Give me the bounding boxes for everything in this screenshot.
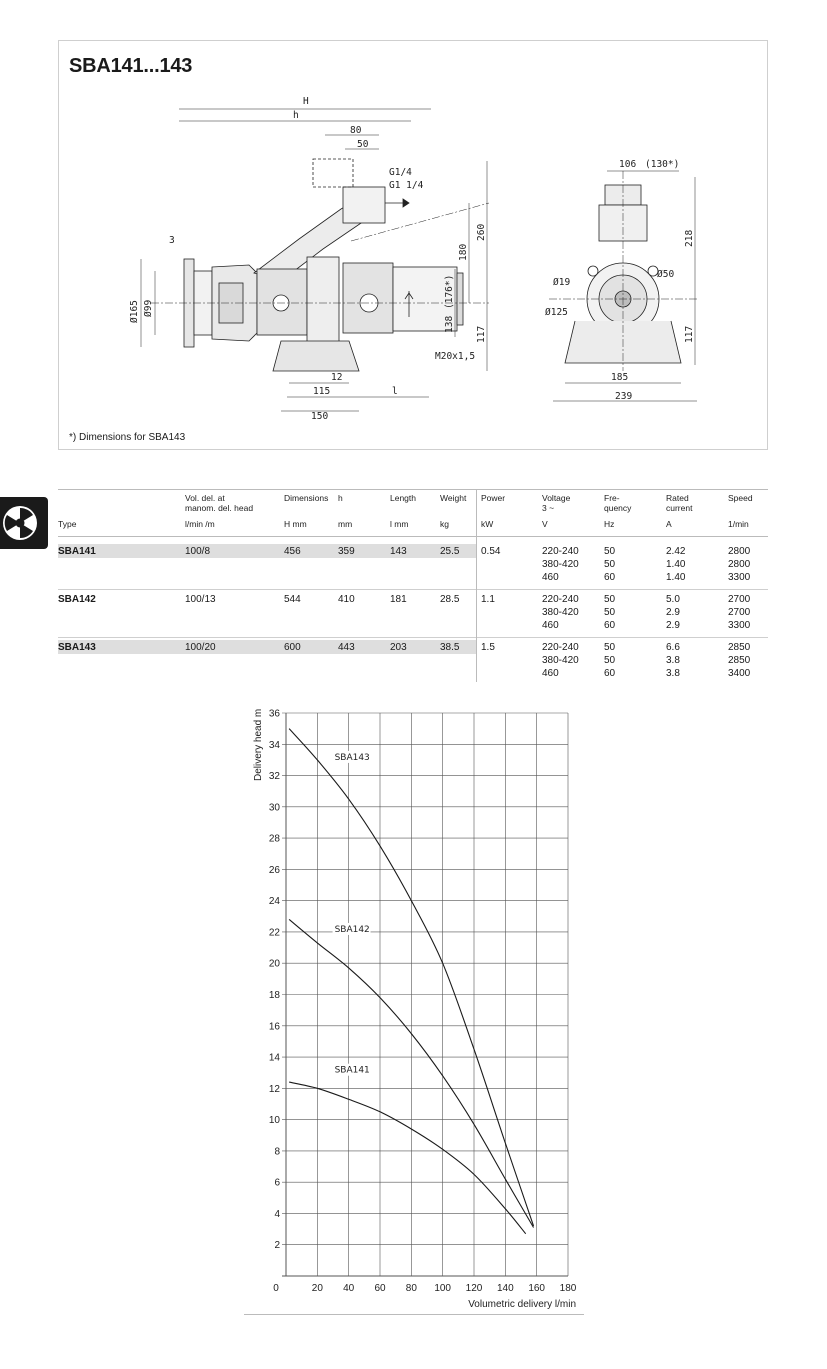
row1-freq-a: 50 xyxy=(604,546,616,557)
row1-voltage-b: 380-420 xyxy=(542,559,579,570)
header-speed-unit: 1/min xyxy=(728,519,749,529)
row1-freq-b: 50 xyxy=(604,559,616,570)
row2-freq-c: 60 xyxy=(604,620,616,631)
row2-voltage-b: 380-420 xyxy=(542,607,579,618)
x-tick-160: 160 xyxy=(528,1283,546,1294)
row3-freq-a: 50 xyxy=(604,642,616,653)
x-tick-20: 20 xyxy=(311,1283,323,1294)
y-tick-34: 34 xyxy=(268,739,280,751)
header-type: Type xyxy=(58,519,77,529)
header-weight-unit: kg xyxy=(440,519,449,529)
row3-speed-c: 3400 xyxy=(728,668,751,679)
dim-g14: G1/4 xyxy=(389,167,412,178)
dim-m20: M20x1,5 xyxy=(435,351,476,362)
row3-voltage-c: 460 xyxy=(542,668,559,679)
row3-length: 203 xyxy=(390,642,407,653)
row3-weight: 38.5 xyxy=(440,642,460,653)
dim-117: 117 xyxy=(476,325,487,343)
row2-speed-a: 2700 xyxy=(728,594,751,605)
row3-current-b: 3.8 xyxy=(666,655,680,666)
y-tick-36: 36 xyxy=(268,708,280,720)
x-tick-140: 140 xyxy=(496,1283,514,1294)
row1-current-b: 1.40 xyxy=(666,559,686,570)
row-separator-2 xyxy=(58,637,768,638)
row2-power: 1.1 xyxy=(481,594,495,605)
row2-freq-b: 50 xyxy=(604,607,616,618)
y-tick-22: 22 xyxy=(268,927,280,939)
dim-176: (176*) xyxy=(444,274,455,309)
row1-speed-c: 3300 xyxy=(728,572,751,583)
row2-weight: 28.5 xyxy=(440,594,460,605)
row3-speed-a: 2850 xyxy=(728,642,751,653)
x-tick-120: 120 xyxy=(465,1283,483,1294)
y-tick-10: 10 xyxy=(268,1115,280,1127)
header-power: Power xyxy=(481,493,506,503)
row2-speed-c: 3300 xyxy=(728,620,751,631)
row-band-sba143 xyxy=(58,640,476,654)
dim-80: 80 xyxy=(350,125,362,136)
performance-chart xyxy=(244,705,584,1315)
dim-117b: 117 xyxy=(684,325,695,343)
header-voldel-1: Vol. del. at xyxy=(185,493,225,503)
row-separator-1 xyxy=(58,589,768,590)
dim-l: l xyxy=(392,386,398,397)
header-voldel-2: manom. del. head xyxy=(185,503,254,513)
header-current-2: current xyxy=(666,503,693,513)
dim-260: 260 xyxy=(476,223,487,241)
row3-voldel: 100/20 xyxy=(185,642,216,653)
header-voltage: Voltage xyxy=(542,493,571,503)
row1-speed-b: 2800 xyxy=(728,559,751,570)
dim-99: Ø99 xyxy=(143,299,154,317)
header-speed: Speed xyxy=(728,493,753,503)
row3-H: 600 xyxy=(284,642,301,653)
row3-h: 443 xyxy=(338,642,355,653)
row2-voldel: 100/13 xyxy=(185,594,216,605)
dim-138: 138 xyxy=(444,315,455,333)
row1-freq-c: 60 xyxy=(604,572,616,583)
row1-H: 456 xyxy=(284,546,301,557)
row3-voltage-b: 380-420 xyxy=(542,655,579,666)
row2-H: 544 xyxy=(284,594,301,605)
dim-19: Ø19 xyxy=(553,277,571,288)
dim-185: 185 xyxy=(611,372,629,383)
y-tick-4: 4 xyxy=(274,1208,280,1220)
x-tick-60: 60 xyxy=(374,1283,386,1294)
header-frequency-1: Fre- xyxy=(604,493,620,503)
header-weight: Weight xyxy=(440,493,467,503)
row2-current-b: 2.9 xyxy=(666,607,680,618)
x-axis-label: Volumetric delivery l/min xyxy=(468,1299,576,1310)
row1-current-a: 2.42 xyxy=(666,546,686,557)
row3-power: 1.5 xyxy=(481,642,495,653)
row-band-sba141 xyxy=(58,544,476,558)
dim-115: 115 xyxy=(313,386,331,397)
chart-ticks xyxy=(269,709,577,1295)
row1-length: 143 xyxy=(390,546,407,557)
dim-150: 150 xyxy=(311,411,329,422)
y-tick-14: 14 xyxy=(268,1052,280,1064)
row2-type: SBA142 xyxy=(58,594,96,605)
header-frequency-2: quency xyxy=(604,503,632,513)
chart-grid xyxy=(282,713,568,1276)
row1-voltage-a: 220-240 xyxy=(542,546,579,557)
dim-106: 106 xyxy=(619,159,637,170)
row2-current-a: 5.0 xyxy=(666,594,680,605)
drawing-title: SBA141...143 xyxy=(69,55,193,77)
row2-current-c: 2.9 xyxy=(666,620,680,631)
y-tick-30: 30 xyxy=(268,802,280,814)
row1-speed-a: 2800 xyxy=(728,546,751,557)
row1-current-c: 1.40 xyxy=(666,572,686,583)
row2-speed-b: 2700 xyxy=(728,607,751,618)
header-h: h xyxy=(338,493,343,503)
y-tick-12: 12 xyxy=(268,1083,280,1095)
dim-50b: Ø50 xyxy=(657,269,675,280)
row3-type: SBA143 xyxy=(58,642,96,653)
header-length-unit: l mm xyxy=(390,519,409,529)
fan-icon xyxy=(0,497,48,549)
y-tick-2: 2 xyxy=(274,1240,280,1252)
y-tick-26: 26 xyxy=(268,864,280,876)
fan-section-tab xyxy=(0,497,48,549)
drawing-frame xyxy=(58,40,768,450)
row2-freq-a: 50 xyxy=(604,594,616,605)
series-label-sba142: SBA142 xyxy=(334,924,370,935)
x-tick-100: 100 xyxy=(434,1283,452,1294)
series-label-sba141: SBA141 xyxy=(334,1065,370,1076)
dim-165: Ø165 xyxy=(129,300,140,323)
row1-power: 0.54 xyxy=(481,546,501,557)
dim-180: 180 xyxy=(458,243,469,261)
dim-130: (130*) xyxy=(645,159,680,170)
row2-voltage-a: 220-240 xyxy=(542,594,579,605)
y-axis-label: Delivery head m xyxy=(253,708,264,781)
y-tick-6: 6 xyxy=(274,1177,280,1189)
dim-239: 239 xyxy=(615,391,633,402)
x-tick-180: 180 xyxy=(559,1283,577,1294)
row3-freq-b: 50 xyxy=(604,655,616,666)
row3-speed-b: 2850 xyxy=(728,655,751,666)
y-tick-16: 16 xyxy=(268,1021,280,1033)
y-tick-18: 18 xyxy=(268,990,280,1001)
series-label-sba143: SBA143 xyxy=(334,752,370,763)
header-power-unit: kW xyxy=(481,519,494,529)
y-tick-24: 24 xyxy=(268,896,280,908)
power-column-separator xyxy=(476,489,477,682)
row3-freq-c: 60 xyxy=(604,668,616,679)
header-voldel-unit: l/min /m xyxy=(185,519,215,529)
row2-length: 181 xyxy=(390,594,407,605)
y-tick-8: 8 xyxy=(274,1146,280,1158)
bottom-rule xyxy=(244,1314,584,1315)
header-frequency-unit: Hz xyxy=(604,519,615,529)
row1-type: SBA141 xyxy=(58,546,96,557)
row1-voldel: 100/8 xyxy=(185,546,211,557)
row3-current-c: 3.8 xyxy=(666,668,680,679)
y-tick-32: 32 xyxy=(268,771,280,783)
row2-h: 410 xyxy=(338,594,355,605)
dim-218: 218 xyxy=(684,229,695,247)
row3-current-a: 6.6 xyxy=(666,642,680,653)
dim-12: 12 xyxy=(331,372,343,383)
x-tick-40: 40 xyxy=(343,1283,355,1294)
header-current-1: Rated xyxy=(666,493,689,503)
y-tick-28: 28 xyxy=(268,833,280,845)
row1-h: 359 xyxy=(338,546,355,557)
header-voltage-phase: 3 ~ xyxy=(542,503,555,513)
row1-weight: 25.5 xyxy=(440,546,460,557)
header-h-unit: mm xyxy=(338,519,353,529)
dim-125: Ø125 xyxy=(545,307,568,318)
header-length: Length xyxy=(390,493,416,503)
x-tick-80: 80 xyxy=(405,1283,417,1294)
row2-voltage-c: 460 xyxy=(542,620,559,631)
x-tick-0: 0 xyxy=(273,1283,279,1294)
dim-50: 50 xyxy=(357,139,369,150)
y-tick-20: 20 xyxy=(268,958,280,970)
row3-voltage-a: 220-240 xyxy=(542,642,579,653)
dim-h: h xyxy=(293,110,299,121)
header-current-unit: A xyxy=(666,519,672,529)
dimensions-footnote: *) Dimensions for SBA143 xyxy=(69,432,186,443)
dim-H: H xyxy=(303,96,309,107)
header-dimensions: Dimensions xyxy=(284,493,329,503)
header-dimensions-unit: H mm xyxy=(284,519,307,529)
series-line-sba141 xyxy=(289,1082,526,1234)
pump-technical-drawing xyxy=(59,41,769,451)
dim-3: 3 xyxy=(169,235,175,246)
header-voltage-unit: V xyxy=(542,519,548,529)
dim-g114: G1 1/4 xyxy=(389,180,424,191)
performance-chart-svg xyxy=(244,705,584,1310)
row1-voltage-c: 460 xyxy=(542,572,559,583)
